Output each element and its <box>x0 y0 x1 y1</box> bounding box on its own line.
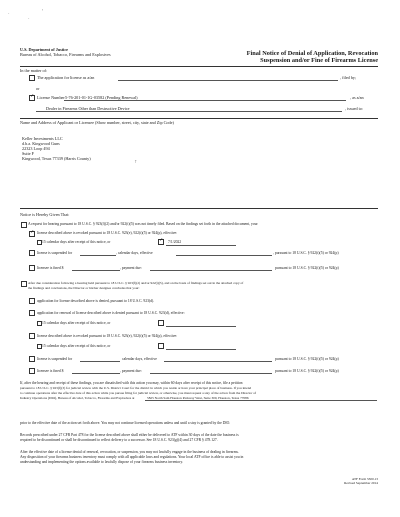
fined-pursuant-text: pursuant to 18 U.S.C. § 922(t)(5) or 924(p) <box>275 266 339 270</box>
hearing-held-text-cont: the findings and conclusions, the Director or his/her designee concludes that your: <box>28 286 140 290</box>
renewal-15-days-text: 15 calendar days after receipt of this notice, or <box>42 321 111 325</box>
application-checkbox[interactable] <box>29 75 35 81</box>
suspended-effective-text: , calendar days, effective <box>116 251 153 255</box>
licensee-street: 22323 Loop 494 <box>22 146 50 151</box>
licensee-dba: d.b.a. Kingwood Guns <box>22 141 60 146</box>
revoked-date-checkbox[interactable] <box>158 239 164 245</box>
fined-2-amount-line <box>72 373 120 374</box>
agency-name: U.S. Department of Justice <box>20 47 69 52</box>
renewal-denied-checkbox[interactable] <box>29 310 35 316</box>
revoked-2-text: license described above is revoked pursuant to 18 U.S.C. 923(e), 922(t)(5) or 924(p), effective: <box>37 334 178 338</box>
fined-checkbox[interactable] <box>29 265 35 271</box>
suspended-2-effective-line <box>164 361 272 362</box>
license-type-value[interactable]: Dealer in Firearms Other than Destructive Device <box>46 106 130 111</box>
filed-by-label: , filed by; <box>340 75 357 80</box>
license-number-checkbox[interactable] <box>29 95 35 101</box>
no-hearing-checkbox[interactable] <box>21 222 27 228</box>
form-revision: Revised September 2014 <box>344 481 378 485</box>
or-label: or <box>36 86 40 91</box>
license-number-line <box>64 100 346 101</box>
app-denied-text: application for license described above is denied, pursuant to 18 U.S.C. 923(d). <box>37 299 155 303</box>
fined-amount-line <box>72 270 120 271</box>
licensee-suite: Suite F <box>22 151 34 156</box>
licensee-name: Keller Investments LLC <box>22 136 63 141</box>
dio-address[interactable]: 5825 North Sam Houston Parkway West, Suite 300, Houston, Texas 77086 <box>147 396 249 400</box>
suspended-2-checkbox[interactable] <box>29 356 35 362</box>
application-label: The application for license as a/an <box>37 75 95 80</box>
app-denied-checkbox[interactable] <box>29 298 35 304</box>
revoked-effective-date[interactable]: 7/1/2022 <box>168 240 182 244</box>
renewal-denied-text: application for renewal of license described above is denied pursuant to 18 U.S.C. 923(d), effective: <box>37 311 185 315</box>
address-divider <box>20 208 378 209</box>
petition-text-l2: pursuant to 18 U.S.C. § 923(f)(3) for judicial review with the U.S. District Court for the district in which you reside or have your principal place of business. If you intend <box>20 386 252 390</box>
fined-2-payment-text: , payment due: <box>120 369 142 373</box>
suspended-pursuant-text: , pursuant to 18 U.S.C. § 922(t)(5) or 924(p) <box>273 251 339 255</box>
issued-to-label: , issued to: <box>345 106 364 111</box>
suspended-2-days-line <box>80 361 120 362</box>
form-title-line1: Final Notice of Denial of Application, Revocation <box>246 50 378 57</box>
no-hearing-text: A request for hearing pursuant to 18 U.S.C. § 923(f)(2) and/or 922(t)(5) was not timely filed. Based on the findings set forth in the attached document, your <box>28 222 258 226</box>
petition-text-l5: prior to the effective date of the action set forth above. You may not continue licensed operations unless and until a stay is granted by the DIO. <box>20 421 231 425</box>
fined-payment-text: , payment due: <box>120 266 142 270</box>
suspended-2-pursuant-text: pursuant to 18 U.S.C. § 922(t)(5) or 924(p) <box>275 357 339 361</box>
renewal-date-checkbox[interactable] <box>158 320 164 326</box>
license-type-line <box>36 111 342 112</box>
matter-divider <box>20 118 378 119</box>
records-text-l1: Records prescribed under 27 CFR Part 478 for the license described above shall either be delivered to ATF within 30 days of the date the business is <box>20 433 239 437</box>
license-number-value[interactable]: 5-76-201-01-1G-03582 (Pending Renewal) <box>65 95 138 100</box>
suspended-2-text: license is suspended for <box>37 357 73 361</box>
hearing-held-text: After due consideration following a hearing held pursuant to 18 U.S.C. § 923(f)(2) and/or 922(t)(5), and on the basis of findings set out in the attached copy of <box>28 281 244 285</box>
inventory-text-l1: After the effective date of a license denial of renewal, revocation, or suspension, you may not lawfully engage in the business of dealing in firearms. <box>20 450 239 454</box>
revoked-date-line <box>166 245 236 246</box>
fined-2-pursuant-text: pursuant to 18 U.S.C. § 922(t)(5) or 924(p) <box>275 369 339 373</box>
fined-2-text: licensee is fined $ <box>37 369 64 373</box>
license-number-label: License Number <box>37 95 65 100</box>
renewal-date-line <box>166 326 236 327</box>
notice-hereby-label: Notice is Hereby Given That: <box>20 212 70 217</box>
records-text-l2: required to be discontinued or shall be discontinued to reflect delivery to a successor. See 18 U.S.C. 923(g)(4) and 27 CFR § 478.127. <box>20 438 218 442</box>
hearing-held-checkbox[interactable] <box>21 281 27 287</box>
suspended-checkbox[interactable] <box>29 250 35 256</box>
form-number: ATF Form 5300.13 <box>351 477 378 481</box>
scan-speck: ↑ <box>134 159 138 164</box>
application-type-line <box>118 80 338 81</box>
suspended-2-effective-text: calendar days, effective <box>122 357 157 361</box>
revoked-15-days-text: 15 calendar days after receipt of this notice, or <box>42 240 111 244</box>
revoked-2-checkbox[interactable] <box>29 333 35 339</box>
fined-2-checkbox[interactable] <box>29 368 35 374</box>
petition-text-l3: to continue operations after the effective date of this action while you pursue filing for judicial review, or otherwise, you must request a stay of the action from the Director of <box>20 391 257 395</box>
agency-bureau: Bureau of Alcohol, Tobacco, Firearms and Explosives <box>20 52 111 57</box>
suspended-text: license is suspended for <box>37 251 73 255</box>
scan-speck: . <box>8 10 10 16</box>
revoked-text: license described above is revoked pursuant to 18 U.S.C. 923(e), 922(t)(5) or 924(p), effective: <box>37 231 178 235</box>
revoked-checkbox[interactable] <box>29 231 35 237</box>
in-the-matter-label: In the matter of: <box>20 68 48 73</box>
inventory-text-l2: Any disposition of your firearms business inventory must comply with all applicable laws and regulations. Your local ATF office is able to assist you in <box>20 455 244 459</box>
suspended-effective-line <box>176 255 272 256</box>
inventory-text-l3: understanding and implementing the options available to lawfully dispose of your firearms business inventory. <box>20 460 184 464</box>
suspended-days-line <box>80 255 116 256</box>
name-address-label: Name and Address of Applicant or Licensee (Show number, street, city, state and Zip Code) <box>20 120 174 125</box>
petition-text-l1: If, after the hearing and receipt of these findings, you are dissatisfied with this action you may, within 60 days after receipt of this notice, file a petition <box>20 381 243 385</box>
revoked-2-date-checkbox[interactable] <box>158 343 164 349</box>
dio-address-line <box>145 400 377 401</box>
revoked-2-date-line <box>166 349 236 350</box>
petition-text-l4: Industry Operations (DIO), Bureau of Alcohol, Tobacco, Firearms and Explosives at <box>20 396 135 400</box>
fined-text: licensee is fined $ <box>37 266 64 270</box>
scan-speck: · <box>28 16 30 22</box>
licensee-city: Kingwood, Texas 77339 (Harris County) <box>22 156 91 161</box>
fined-payment-line <box>150 270 272 271</box>
fined-2-payment-line <box>150 373 272 374</box>
form-title-line2: Suspension and/or Fine of Firearms License <box>260 57 378 64</box>
header-divider <box>20 66 378 67</box>
revoked-2-15-days-text: 15 calendar days after receipt of this notice, or <box>42 344 111 348</box>
as-a-an-label: , as a/an <box>350 95 364 100</box>
scan-speck: ' <box>42 9 44 15</box>
